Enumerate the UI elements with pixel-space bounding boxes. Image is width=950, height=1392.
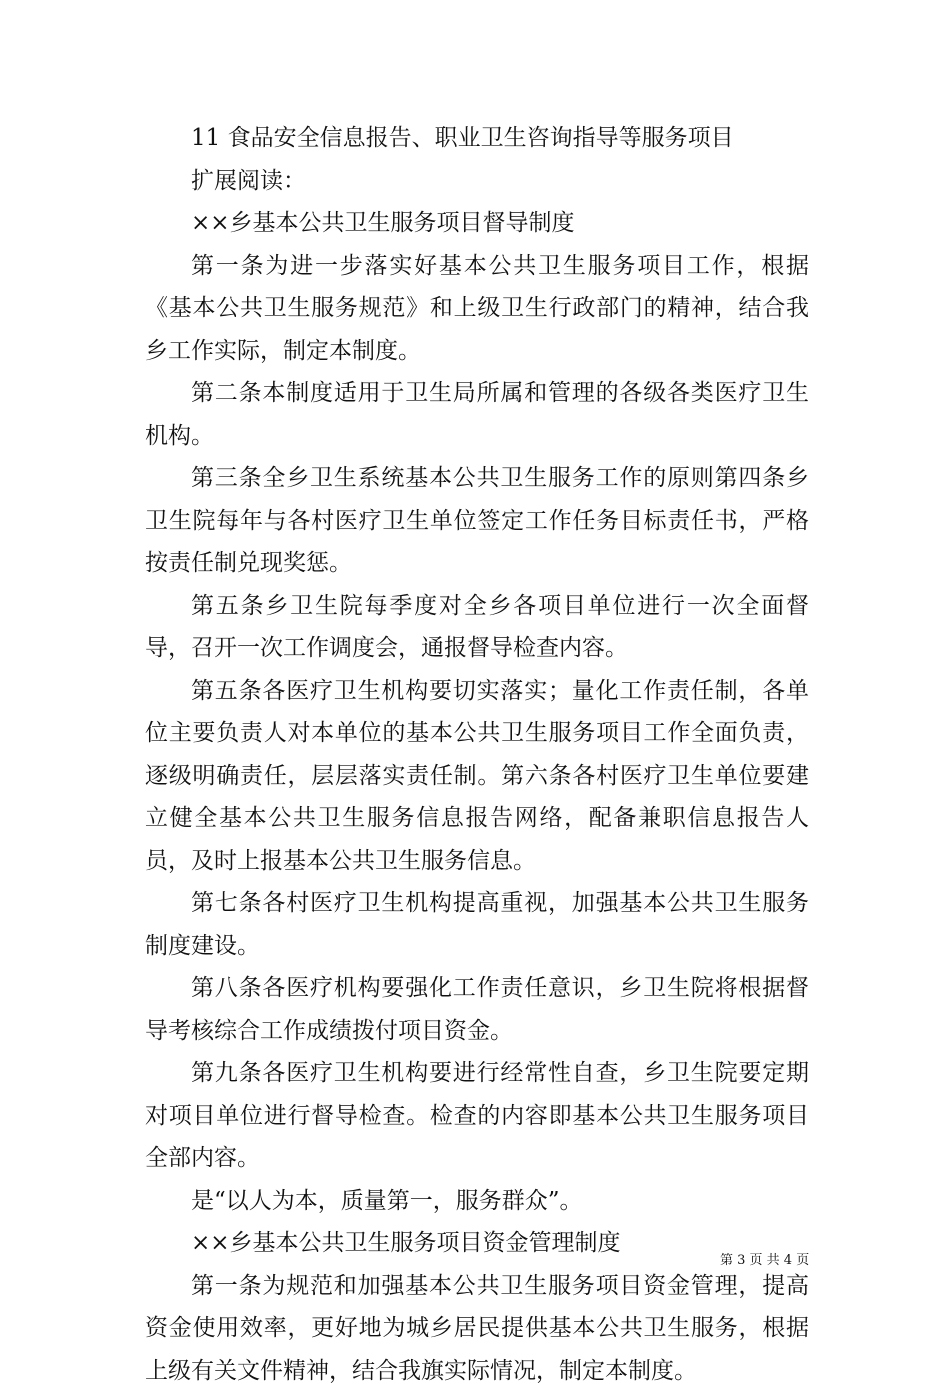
section-heading-fund-management: ××乡基本公共卫生服务项目资金管理制度 xyxy=(145,1222,809,1265)
paragraph-extended-reading: 扩展阅读： xyxy=(145,160,809,203)
paragraph-article-9: 第九条各医疗卫生机构要进行经常性自查，乡卫生院要定期对项目单位进行督导检查。检查的内容即基本公共卫生服务项目全部内容。 xyxy=(145,1052,809,1180)
paragraph-article-5a: 第五条乡卫生院每季度对全乡各项目单位进行一次全面督导，召开一次工作调度会，通报督导检查内容。 xyxy=(145,585,809,670)
page-number-footer: 第 3 页 共 4 页 xyxy=(720,1249,809,1268)
section-heading-supervision-system: ××乡基本公共卫生服务项目督导制度 xyxy=(145,202,809,245)
paragraph-article-3-4: 第三条全乡卫生系统基本公共卫生服务工作的原则第四条乡卫生院每年与各村医疗卫生单位签定工作任务目标责任书，严格按责任制兑现奖惩。 xyxy=(145,457,809,585)
document-body xyxy=(145,117,809,1392)
paragraph-fund-article-1: 第一条为规范和加强基本公共卫生服务项目资金管理，提高资金使用效率，更好地为城乡居民提供基本公共卫生服务，根据上级有关文件精神，结合我旗实际情况，制定本制度。 xyxy=(145,1265,809,1392)
paragraph-article-5b-6: 第五条各医疗卫生机构要切实落实；量化工作责任制，各单位主要负责人对本单位的基本公共卫生服务项目工作全面负责，逐级明确责任，层层落实责任制。第六条各村医疗卫生单位要建立健全基本公共卫生服务信息报告网络，配备兼职信息报告人员，及时上报基本公共卫生服务信息。 xyxy=(145,670,809,883)
paragraph-principle: 是“以人为本，质量第一，服务群众”。 xyxy=(145,1180,809,1223)
paragraph-article-7: 第七条各村医疗卫生机构提高重视，加强基本公共卫生服务制度建设。 xyxy=(145,882,809,967)
paragraph-article-2: 第二条本制度适用于卫生局所属和管理的各级各类医疗卫生机构。 xyxy=(145,372,809,457)
paragraph-service-item-11: 11 食品安全信息报告、职业卫生咨询指导等服务项目 xyxy=(145,117,809,160)
paragraph-article-1: 第一条为进一步落实好基本公共卫生服务项目工作，根据《基本公共卫生服务规范》和上级卫生行政部门的精神，结合我乡工作实际，制定本制度。 xyxy=(145,245,809,373)
paragraph-article-8: 第八条各医疗机构要强化工作责任意识，乡卫生院将根据督导考核综合工作成绩拨付项目资金。 xyxy=(145,967,809,1052)
